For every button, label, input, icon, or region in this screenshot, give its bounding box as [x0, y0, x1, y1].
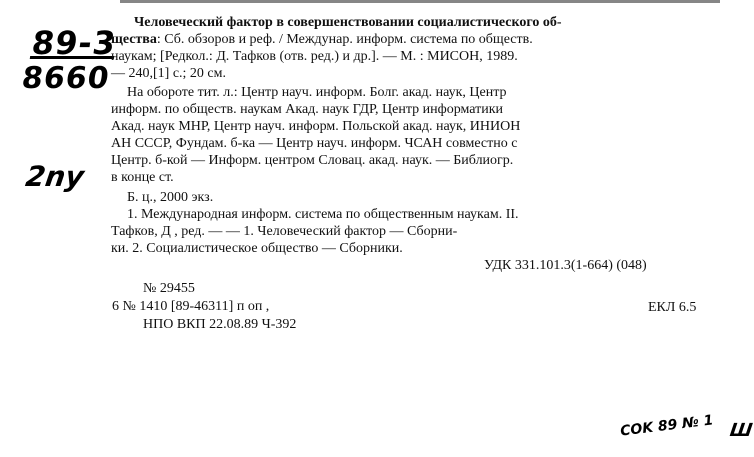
- imprint-line: наукам; [Редкол.: Д. Тафков (отв. ред.) и др.]. — М. : МИСОН, 1989.: [111, 49, 518, 64]
- card-number: № 29455: [143, 281, 195, 296]
- tracings-line-1: 1. Международная информ. система по общественным наукам. II.: [127, 207, 519, 222]
- title-line-1: [134, 14, 562, 31]
- collation-line: — 240,[1] с.; 20 см.: [111, 66, 227, 81]
- printer-line: НПО ВКП 22.08.89 Ч-392: [143, 317, 297, 332]
- note-line-4: АН СССР, Фундам. б-ка — Центр науч. информ. ЧСАН совместно с: [111, 136, 518, 151]
- title-line-2: [111, 31, 533, 48]
- handwritten-call-number-2: 8660: [19, 61, 112, 96]
- ekl-code: ЕКЛ 6.5: [648, 300, 697, 315]
- title-bold-1: Человеческий фактор в совершенствовании социалистического об-: [134, 15, 562, 30]
- handwritten-initials: 2ny: [23, 160, 86, 193]
- order-line: 6 № 1410 [89-46311] п оп ,: [112, 299, 270, 314]
- handwritten-call-number-1: 89-3: [29, 24, 119, 62]
- note-line-2: информ. по обществ. наукам Акад. наук ГДР, Центр информатики: [111, 102, 504, 117]
- handwritten-bottom-mark: Ш: [728, 420, 754, 441]
- handwritten-bottom-note: COK 89 № 1: [619, 412, 715, 440]
- note-line-3: Акад. наук МНР, Центр науч. информ. Польской акад. наук, ИНИОН: [111, 119, 521, 134]
- note-line-5: Центр. б-кой — Информ. центром Словац. акад. наук. — Библиогр.: [111, 153, 514, 168]
- note-line-1: На обороте тит. л.: Центр науч. информ. Болг. акад. наук, Центр: [127, 85, 507, 100]
- price-line: Б. ц., 2000 экз.: [127, 190, 214, 205]
- card-top-edge: [120, 0, 720, 3]
- udk-classification: УДК 331.101.3(1-664) (048): [484, 258, 647, 273]
- title-rest: : Сб. обзоров и реф. / Междунар. информ. система по обществ.: [156, 32, 533, 47]
- note-line-6: в конце ст.: [111, 170, 174, 185]
- title-bold-2: щества: [111, 32, 157, 47]
- tracings-line-3: ки. 2. Социалистическое общество — Сборники.: [111, 241, 403, 256]
- tracings-line-2: Тафков, Д , ред. — — 1. Человеческий фактор — Сборни-: [111, 224, 458, 239]
